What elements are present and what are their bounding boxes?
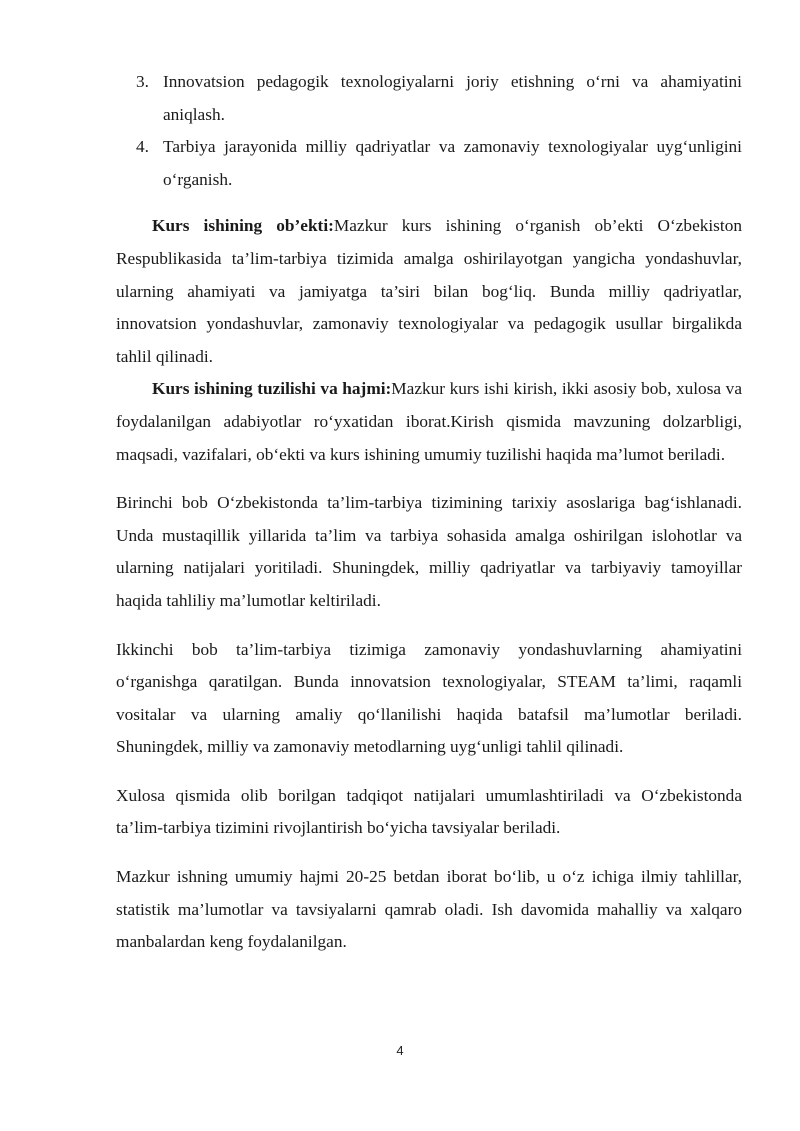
list-item xyxy=(116,131,742,196)
document-page xyxy=(116,66,742,959)
list-item-text: Innovatsion pedagogik texnologiyalarni joriy etishning o‘rni va ahamiyatini aniqlash. xyxy=(163,72,742,124)
conclusion-paragraph: Xulosa qismida olib borilgan tadqiqot natijalari umumlashtiriladi va O‘zbekistonda ta’lim-tarbiya tizimini rivojlantirish bo‘yicha tavsiyalar beriladi. xyxy=(116,785,742,838)
structure-paragraph xyxy=(116,373,742,471)
object-text: Mazkur kurs ishining o‘rganish ob’ekti O‘zbekiston Respublikasida ta’lim-tarbiya tizimida amalga oshirilayotgan yangicha yondashuvlar, ularning ahamiyati va jamiyatga ta’siri bilan bog‘liq. Bunda milliy qadriyatlar, innovatsion yondashuvlar, zamonaviy texnologiyalar va pedagogik usullar birgalikda tahlil qilinadi. xyxy=(116,216,742,366)
list-item-text: Tarbiya jarayonida milliy qadriyatlar va zamonaviy texnologiyalar uyg‘unligini o‘rganish. xyxy=(163,137,742,189)
structure-text: Mazkur kurs ishi kirish, ikki asosiy bob, xulosa va foydalanilgan adabiyotlar ro‘yxatidan iborat.Kirish qismida mavzuning dolzarbligi, maqsadi, vazifalari, ob‘ekti va kurs ishining umumiy tuzilishi haqida ma’lumot beriladi. xyxy=(116,379,742,464)
chapter-one-paragraph: Birinchi bob O‘zbekistonda ta’lim-tarbiya tizimining tarixiy asoslariga bag‘ishlanadi. Unda mustaqillik yillarida ta’lim va tarbiya sohasida amalga oshirilgan islohotlar va ularning natijalari yoritiladi. Shuningdek, milliy qadriyatlar va tarbiyaviy tamoyillar haqida tahliliy ma’lumotlar keltiriladi. xyxy=(116,493,742,610)
object-paragraph xyxy=(116,210,742,373)
list-item-number: 3. xyxy=(136,72,149,91)
page-number: 4 xyxy=(396,1043,404,1058)
task-list xyxy=(116,66,742,196)
structure-heading: Kurs ishining tuzilishi va hajmi: xyxy=(152,379,392,399)
chapter-two-paragraph: Ikkinchi bob ta’lim-tarbiya tizimiga zamonaviy yondashuvlarning ahamiyatini o‘rganishga qaratilgan. Bunda innovatsion texnologiyalar, STEAM ta’limi, raqamli vositalar va ularning amaliy qo‘llanilishi haqida batafsil ma’lumotlar beriladi. Shuningdek, milliy va zamonaviy metodlarning uyg‘unligi tahlil qilinadi. xyxy=(116,639,742,757)
volume-paragraph: Mazkur ishning umumiy hajmi 20-25 betdan iborat bo‘lib, u o‘z ichiga ilmiy tahlillar, statistik ma’lumotlar va tavsiyalarni qamrab oladi. Ish davomida mahalliy va xalqaro manbalardan keng foydalanilgan. xyxy=(116,867,742,952)
list-item-number: 4. xyxy=(136,137,149,157)
object-heading: Kurs ishining ob’ekti: xyxy=(152,216,334,236)
list-item xyxy=(116,66,742,131)
